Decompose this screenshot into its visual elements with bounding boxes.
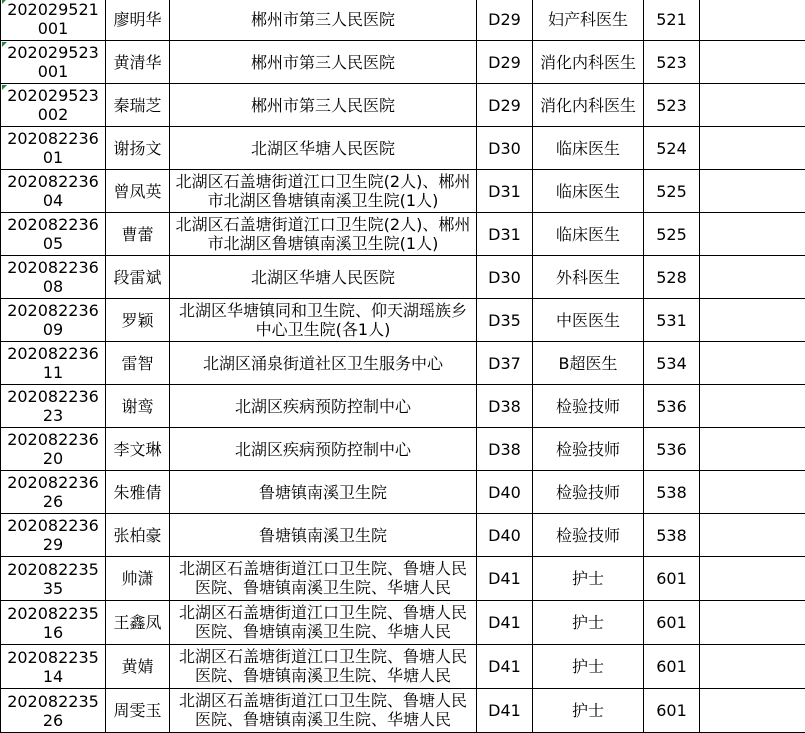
cell-post-text: 临床医生 (556, 182, 620, 201)
cell-exam-id-text: 20208223623 (7, 387, 99, 425)
cell-score-text: 538 (656, 483, 687, 502)
cell-exam-id-text: 20208223626 (7, 473, 99, 511)
cell-name-text: 李文琳 (113, 440, 161, 459)
cell-post[interactable] (533, 299, 644, 342)
cell-exam-id-text: 202029523002 (7, 86, 99, 124)
cell-post[interactable] (533, 170, 644, 213)
cell-score[interactable] (644, 385, 700, 428)
cell-name[interactable] (106, 213, 170, 256)
cell-exam-id[interactable] (1, 84, 106, 127)
cell-unit-text: 北湖区华塘镇同和卫生院、仰天湖瑶族乡中心卫生院(各1人) (179, 301, 467, 339)
cell-exam-id-text: 20208223608 (7, 258, 99, 296)
cell-post-code-text: D29 (488, 53, 521, 72)
cell-score[interactable] (644, 256, 700, 299)
cell-unit[interactable] (170, 256, 477, 299)
cell-post-code[interactable] (477, 557, 533, 601)
cell-exam-id-text: 20208223629 (7, 516, 99, 554)
cell-unit-text: 鲁塘镇南溪卫生院 (259, 483, 387, 502)
cell-empty[interactable] (700, 256, 805, 299)
table-row[interactable] (1, 170, 805, 213)
cell-score-text: 523 (656, 53, 687, 72)
cell-name[interactable] (106, 0, 170, 41)
cell-exam-id[interactable] (1, 471, 106, 514)
cell-exam-id[interactable] (1, 213, 106, 256)
cell-post-text: 检验技师 (556, 397, 620, 416)
cell-unit[interactable] (170, 170, 477, 213)
cell-empty[interactable] (700, 342, 805, 385)
cell-unit[interactable] (170, 41, 477, 84)
cell-post[interactable] (533, 645, 644, 689)
table-row[interactable] (1, 385, 805, 428)
cell-post-code-text: D31 (488, 182, 521, 201)
cell-name-text: 秦瑞芝 (113, 96, 161, 115)
cell-name-text: 黄婧 (121, 657, 153, 676)
cell-score[interactable] (644, 471, 700, 514)
cell-empty[interactable] (700, 170, 805, 213)
cell-unit-text: 郴州市第三人民医院 (251, 53, 395, 72)
cell-empty[interactable] (700, 84, 805, 127)
table-row[interactable] (1, 601, 805, 645)
cell-post-text: 外科医生 (556, 268, 620, 287)
cell-unit-text: 北湖区石盖塘街道江口卫生院、鲁塘人民医院、鲁塘镇南溪卫生院、华塘人民 (172, 603, 474, 644)
cell-name-text: 谢鸾 (121, 397, 153, 416)
cell-score[interactable] (644, 514, 700, 557)
cell-exam-id[interactable] (1, 557, 106, 601)
cell-name[interactable] (106, 342, 170, 385)
cell-post-code[interactable] (477, 514, 533, 557)
cell-exam-id[interactable] (1, 299, 106, 342)
table-row[interactable] (1, 84, 805, 127)
cell-empty[interactable] (700, 385, 805, 428)
table-row[interactable] (1, 689, 805, 733)
cell-exam-id[interactable] (1, 41, 106, 84)
cell-post-text: 护士 (572, 613, 604, 632)
cell-unit[interactable] (170, 213, 477, 256)
cell-exam-id[interactable] (1, 342, 106, 385)
cell-name[interactable] (106, 127, 170, 170)
cell-empty[interactable] (700, 41, 805, 84)
cell-score-text: 601 (656, 569, 687, 588)
cell-score-text: 601 (656, 657, 687, 676)
cell-exam-id-text: 20208223601 (7, 129, 99, 167)
cell-empty[interactable] (700, 428, 805, 471)
cell-unit[interactable] (170, 0, 477, 41)
cell-post[interactable] (533, 127, 644, 170)
cell-post-code-text: D40 (488, 483, 521, 502)
cell-post-text: B超医生 (559, 354, 618, 373)
cell-unit[interactable] (170, 514, 477, 557)
cell-unit[interactable] (170, 557, 477, 601)
cell-post-code[interactable] (477, 342, 533, 385)
cell-name[interactable] (106, 689, 170, 733)
cell-score-text: 531 (656, 311, 687, 330)
cell-score-text: 523 (656, 96, 687, 115)
cell-post-code[interactable] (477, 689, 533, 733)
table-row[interactable] (1, 256, 805, 299)
cell-name[interactable] (106, 557, 170, 601)
cell-indicator-icon (2, 85, 7, 90)
cell-empty[interactable] (700, 127, 805, 170)
cell-unit-text: 北湖区涌泉街道社区卫生服务中心 (203, 354, 443, 373)
cell-post-text: 消化内科医生 (540, 96, 636, 115)
cell-post[interactable] (533, 0, 644, 41)
cell-post-text: 检验技师 (556, 440, 620, 459)
table-row[interactable] (1, 299, 805, 342)
cell-name-text: 帅潇 (121, 569, 153, 588)
cell-unit-text: 北湖区疾病预防控制中心 (235, 397, 411, 416)
cell-post-text: 护士 (572, 569, 604, 588)
cell-post-code-text: D41 (488, 613, 521, 632)
cell-score-text: 534 (656, 354, 687, 373)
cell-empty[interactable] (700, 471, 805, 514)
cell-post-code[interactable] (477, 84, 533, 127)
cell-post-text: 检验技师 (556, 483, 620, 502)
cell-post-code-text: D38 (488, 397, 521, 416)
cell-post[interactable] (533, 84, 644, 127)
cell-name[interactable] (106, 514, 170, 557)
cell-post-text: 临床医生 (556, 139, 620, 158)
table-row[interactable] (1, 514, 805, 557)
cell-exam-id[interactable] (1, 428, 106, 471)
cell-post-text: 护士 (572, 701, 604, 720)
cell-post-code-text: D29 (488, 96, 521, 115)
cell-score[interactable] (644, 601, 700, 645)
cell-score[interactable] (644, 428, 700, 471)
cell-post[interactable] (533, 601, 644, 645)
cell-exam-id[interactable] (1, 256, 106, 299)
cell-post[interactable] (533, 213, 644, 256)
cell-post-code-text: D41 (488, 701, 521, 720)
cell-score-text: 536 (656, 440, 687, 459)
cell-post-code-text: D41 (488, 569, 521, 588)
cell-score-text: 521 (656, 10, 687, 29)
cell-unit[interactable] (170, 689, 477, 733)
cell-unit-text: 北湖区疾病预防控制中心 (235, 440, 411, 459)
table-row[interactable] (1, 342, 805, 385)
cell-empty[interactable] (700, 557, 805, 601)
cell-score[interactable] (644, 557, 700, 601)
cell-score-text: 524 (656, 139, 687, 158)
cell-name[interactable] (106, 601, 170, 645)
cell-exam-id-text: 20208223516 (7, 604, 99, 642)
cell-name[interactable] (106, 41, 170, 84)
cell-score-text: 528 (656, 268, 687, 287)
cell-unit-text: 北湖区华塘人民医院 (251, 139, 395, 158)
cell-unit-text: 北湖区石盖塘街道江口卫生院、鲁塘人民医院、鲁塘镇南溪卫生院、华塘人民 (172, 691, 474, 732)
cell-score[interactable] (644, 41, 700, 84)
cell-name[interactable] (106, 299, 170, 342)
cell-unit[interactable] (170, 342, 477, 385)
cell-post-text: 临床医生 (556, 225, 620, 244)
cell-post-code[interactable] (477, 385, 533, 428)
cell-score-text: 601 (656, 701, 687, 720)
cell-post-code-text: D40 (488, 526, 521, 545)
cell-exam-id[interactable] (1, 170, 106, 213)
cell-score[interactable] (644, 0, 700, 41)
cell-exam-id-text: 20208223526 (7, 692, 99, 730)
cell-post[interactable] (533, 428, 644, 471)
cell-score[interactable] (644, 170, 700, 213)
cell-empty[interactable] (700, 601, 805, 645)
cell-score-text: 525 (656, 225, 687, 244)
cell-post-text: 妇产科医生 (548, 10, 628, 29)
cell-post[interactable] (533, 471, 644, 514)
cell-unit[interactable] (170, 299, 477, 342)
cell-post-code-text: D38 (488, 440, 521, 459)
cell-name[interactable] (106, 471, 170, 514)
cell-exam-id-text: 20208223609 (7, 301, 99, 339)
cell-post-code[interactable] (477, 0, 533, 41)
cell-post[interactable] (533, 514, 644, 557)
cell-score[interactable] (644, 213, 700, 256)
table-row[interactable] (1, 41, 805, 84)
cell-name-text: 黄清华 (113, 53, 161, 72)
cell-post-code[interactable] (477, 601, 533, 645)
cell-post-code-text: D30 (488, 139, 521, 158)
cell-post-code-text: D37 (488, 354, 521, 373)
cell-post-code[interactable] (477, 127, 533, 170)
cell-unit-text: 鲁塘镇南溪卫生院 (259, 526, 387, 545)
cell-post-code[interactable] (477, 256, 533, 299)
cell-indicator-icon (2, 42, 7, 47)
cell-post-code-text: D35 (488, 311, 521, 330)
cell-score[interactable] (644, 84, 700, 127)
cell-name-text: 谢扬文 (113, 139, 161, 158)
cell-unit-text: 郴州市第三人民医院 (251, 96, 395, 115)
cell-post-code-text: D41 (488, 657, 521, 676)
cell-exam-id-text: 202029523001 (7, 43, 99, 81)
cell-exam-id[interactable] (1, 601, 106, 645)
cell-name-text: 段雷斌 (113, 268, 161, 287)
cell-score[interactable] (644, 299, 700, 342)
cell-unit[interactable] (170, 84, 477, 127)
cell-score-text: 538 (656, 526, 687, 545)
cell-name-text: 雷智 (121, 354, 153, 373)
cell-post-code[interactable] (477, 170, 533, 213)
cell-post-code[interactable] (477, 299, 533, 342)
cell-post-code[interactable] (477, 428, 533, 471)
cell-post-text: 护士 (572, 657, 604, 676)
table-row[interactable] (1, 645, 805, 689)
cell-exam-id[interactable] (1, 385, 106, 428)
cell-unit[interactable] (170, 428, 477, 471)
cell-exam-id-text: 20208223604 (7, 172, 99, 210)
cell-empty[interactable] (700, 645, 805, 689)
cell-unit[interactable] (170, 385, 477, 428)
cell-name[interactable] (106, 256, 170, 299)
cell-score[interactable] (644, 127, 700, 170)
cell-score[interactable] (644, 689, 700, 733)
table-row[interactable] (1, 0, 805, 41)
table-row[interactable] (1, 213, 805, 256)
cell-name-text: 廖明华 (113, 10, 161, 29)
cell-name[interactable] (106, 385, 170, 428)
cell-name[interactable] (106, 84, 170, 127)
cell-name-text: 朱雅倩 (113, 483, 161, 502)
cell-exam-id[interactable] (1, 0, 106, 41)
cell-post-code[interactable] (477, 41, 533, 84)
cell-unit[interactable] (170, 601, 477, 645)
cell-unit[interactable] (170, 127, 477, 170)
cell-score-text: 525 (656, 182, 687, 201)
cell-exam-id[interactable] (1, 689, 106, 733)
cell-exam-id-text: 20208223535 (7, 560, 99, 598)
cell-unit-text: 北湖区石盖塘街道江口卫生院、鲁塘人民医院、鲁塘镇南溪卫生院、华塘人民 (172, 559, 474, 600)
cell-post-code[interactable] (477, 213, 533, 256)
cell-exam-id[interactable] (1, 645, 106, 689)
cell-post[interactable] (533, 41, 644, 84)
cell-name[interactable] (106, 645, 170, 689)
cell-empty[interactable] (700, 299, 805, 342)
cell-post-text: 检验技师 (556, 526, 620, 545)
cell-score[interactable] (644, 342, 700, 385)
table-body (1, 0, 805, 733)
cell-unit-text: 北湖区华塘人民医院 (251, 268, 395, 287)
cell-post-code[interactable] (477, 471, 533, 514)
cell-empty[interactable] (700, 514, 805, 557)
cell-name-text: 张柏豪 (113, 526, 161, 545)
cell-exam-id-text: 20208223620 (7, 430, 99, 468)
table-row[interactable] (1, 428, 805, 471)
cell-post[interactable] (533, 385, 644, 428)
cell-name-text: 周雯玉 (113, 701, 161, 720)
cell-score-text: 601 (656, 613, 687, 632)
cell-name-text: 王鑫凤 (113, 613, 161, 632)
cell-post[interactable] (533, 689, 644, 733)
cell-name-text: 曹蕾 (121, 225, 153, 244)
cell-indicator-icon (2, 0, 7, 4)
cell-post-code-text: D30 (488, 268, 521, 287)
cell-exam-id[interactable] (1, 127, 106, 170)
cell-unit-text: 北湖区石盖塘街道江口卫生院(2人)、郴州市北湖区鲁塘镇南溪卫生院(1人) (176, 172, 471, 210)
cell-exam-id[interactable] (1, 514, 106, 557)
cell-post[interactable] (533, 557, 644, 601)
cell-post-code-text: D31 (488, 225, 521, 244)
cell-name-text: 罗颖 (121, 311, 153, 330)
table-row[interactable] (1, 557, 805, 601)
cell-empty[interactable] (700, 0, 805, 41)
table-row[interactable] (1, 127, 805, 170)
cell-unit[interactable] (170, 471, 477, 514)
cell-name[interactable] (106, 428, 170, 471)
cell-exam-id-text: 20208223514 (7, 648, 99, 686)
cell-unit[interactable] (170, 645, 477, 689)
cell-name[interactable] (106, 170, 170, 213)
cell-exam-id-text: 20208223605 (7, 215, 99, 253)
cell-post-text: 中医医生 (556, 311, 620, 330)
cell-exam-id-text: 202029521001 (7, 0, 99, 38)
cell-unit-text: 北湖区石盖塘街道江口卫生院(2人)、郴州市北湖区鲁塘镇南溪卫生院(1人) (176, 215, 471, 253)
cell-post[interactable] (533, 342, 644, 385)
cell-empty[interactable] (700, 213, 805, 256)
cell-post-code-text: D29 (488, 10, 521, 29)
cell-unit-text: 郴州市第三人民医院 (251, 10, 395, 29)
cell-empty[interactable] (700, 689, 805, 733)
cell-post-code[interactable] (477, 645, 533, 689)
cell-score[interactable] (644, 645, 700, 689)
table-row[interactable] (1, 471, 805, 514)
cell-exam-id-text: 20208223611 (7, 344, 99, 382)
cell-name-text: 曾凤英 (113, 182, 161, 201)
cell-post[interactable] (533, 256, 644, 299)
cell-unit-text: 北湖区石盖塘街道江口卫生院、鲁塘人民医院、鲁塘镇南溪卫生院、华塘人民 (172, 647, 474, 688)
cell-score-text: 536 (656, 397, 687, 416)
cell-post-text: 消化内科医生 (540, 53, 636, 72)
